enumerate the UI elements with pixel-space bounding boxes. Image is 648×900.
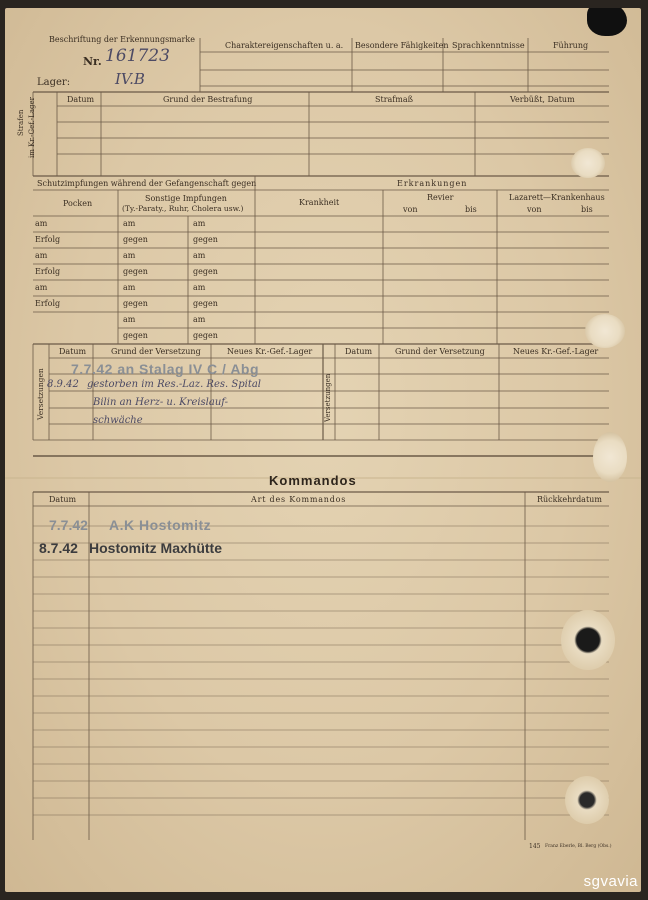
sonstige-row-label: gegen <box>123 267 148 276</box>
transfer-stamp: 7.7.42 an Stalag IV C / Abg <box>71 361 260 377</box>
pocken-header: Pocken <box>63 199 93 208</box>
strafen-col-strafmass: Strafmaß <box>375 95 413 104</box>
vers-col-grund: Grund der Versetzung <box>111 347 201 356</box>
damage-hole <box>565 776 609 824</box>
kommando-entry-date: 8.7.42 <box>39 540 78 556</box>
sonstige-row-label: gegen <box>193 299 218 308</box>
form-number: 145 <box>529 843 541 850</box>
kommando-entry-date: 7.7.42 <box>49 517 88 533</box>
damage-hole <box>585 314 625 348</box>
form-grid <box>5 8 641 892</box>
lazarett-header: Lazarett—Krankenhaus <box>509 193 605 202</box>
erkrankungen-title: Erkrankungen <box>397 179 468 188</box>
lazarett-von: von <box>527 205 542 214</box>
kommandos-col-art: Art des Kommandos <box>251 495 347 504</box>
kommando-entry-text: A.K Hostomitz <box>109 517 212 533</box>
revier-bis: bis <box>465 205 477 214</box>
kommandos-col-rueckkehr: Rückkehrdatum <box>537 495 602 504</box>
vers-col-grund-right: Grund der Versetzung <box>395 347 485 356</box>
death-note-line-2: Bilin an Herz- u. Kreislauf- <box>93 397 229 408</box>
strafen-col-grund: Grund der Bestrafung <box>163 95 253 104</box>
strafen-side-label: Strafen <box>17 109 25 136</box>
kommandos-col-datum: Datum <box>49 495 77 504</box>
strafen-col-verbuesst: Verbüßt, Datum <box>510 95 575 104</box>
damage-hole <box>593 432 627 482</box>
lazarett-bis: bis <box>581 205 593 214</box>
sonstige-row-label: am <box>123 315 136 324</box>
krankheit-header: Krankheit <box>299 198 340 207</box>
printer-mark: Franz Eberle, Bl. Berg (Obs.) <box>545 844 612 849</box>
kommandos-title: Kommandos <box>269 473 357 488</box>
revier-von: von <box>403 205 418 214</box>
lager-label: Lager: <box>37 77 71 88</box>
pocken-row-label: am <box>35 251 48 260</box>
lager-value: IV.B <box>115 70 145 88</box>
death-note-line-1: gestorben im Res.-Laz. Res. Spital <box>87 379 261 390</box>
torn-corner <box>587 8 627 36</box>
sonstige-row-label: am <box>123 219 136 228</box>
sprachkenntnisse-header: Sprachkenntnisse <box>452 41 525 50</box>
pocken-row-label: Erfolg <box>35 235 61 244</box>
pocken-row-label: am <box>35 219 48 228</box>
death-note-date: 8.9.42 <box>47 379 79 390</box>
sonstige-row-label: am <box>193 251 206 260</box>
sonstige-row-label: gegen <box>123 235 148 244</box>
nr-value: 161723 <box>105 46 170 66</box>
strafen-side-label-2: im Kr.-Gef.-Lager <box>28 97 36 158</box>
watermark: sgvavia <box>583 873 638 890</box>
pocken-row-label: Erfolg <box>35 267 61 276</box>
sonstige-row-label: gegen <box>123 331 148 340</box>
sonstige-row-label: gegen <box>193 267 218 276</box>
beschriftung-label: Beschriftung der Erkennungsmarke <box>49 35 195 44</box>
nr-label: Nr. <box>83 55 102 68</box>
sonstige-row-label: am <box>193 283 206 292</box>
death-note-line-3: schwäche <box>93 415 143 426</box>
prisoner-record-card <box>5 8 641 892</box>
revier-header: Revier <box>427 193 454 202</box>
strafen-col-datum: Datum <box>67 95 95 104</box>
sonstige-row-label: am <box>193 219 206 228</box>
vers-col-datum-right: Datum <box>345 347 373 356</box>
damage-hole <box>561 610 615 670</box>
sonstige-row-label: gegen <box>123 299 148 308</box>
sonstige-row-label: gegen <box>193 235 218 244</box>
schutzimpfungen-title: Schutzimpfungen während der Gefangenschaft gegen <box>37 179 257 188</box>
sonstige-row-label: gegen <box>193 331 218 340</box>
fuehrung-header: Führung <box>553 41 589 50</box>
vers-col-lager-right: Neues Kr.-Gef.-Lager <box>513 347 599 356</box>
charakter-header: Charaktereigenschaften u. a. <box>225 41 344 50</box>
sonstige-row-label: am <box>193 315 206 324</box>
kommando-entry-text: Hostomitz Maxhütte <box>89 540 222 556</box>
versetzungen-side-label-right: Versetzungen <box>324 373 332 422</box>
faehigkeiten-header: Besondere Fähigkeiten <box>355 41 449 50</box>
vers-col-lager: Neues Kr.-Gef.-Lager <box>227 347 313 356</box>
sonstige-subheader: (Ty.-Paraty., Ruhr, Cholera usw.) <box>122 204 244 213</box>
damage-hole <box>571 148 605 178</box>
pocken-row-label: am <box>35 283 48 292</box>
vers-col-datum: Datum <box>59 347 87 356</box>
sonstige-row-label: am <box>123 283 136 292</box>
versetzungen-side-label: Versetzungen <box>36 368 45 420</box>
pocken-row-label: Erfolg <box>35 299 61 308</box>
sonstige-header: Sonstige Impfungen <box>145 194 227 203</box>
sonstige-row-label: am <box>123 251 136 260</box>
